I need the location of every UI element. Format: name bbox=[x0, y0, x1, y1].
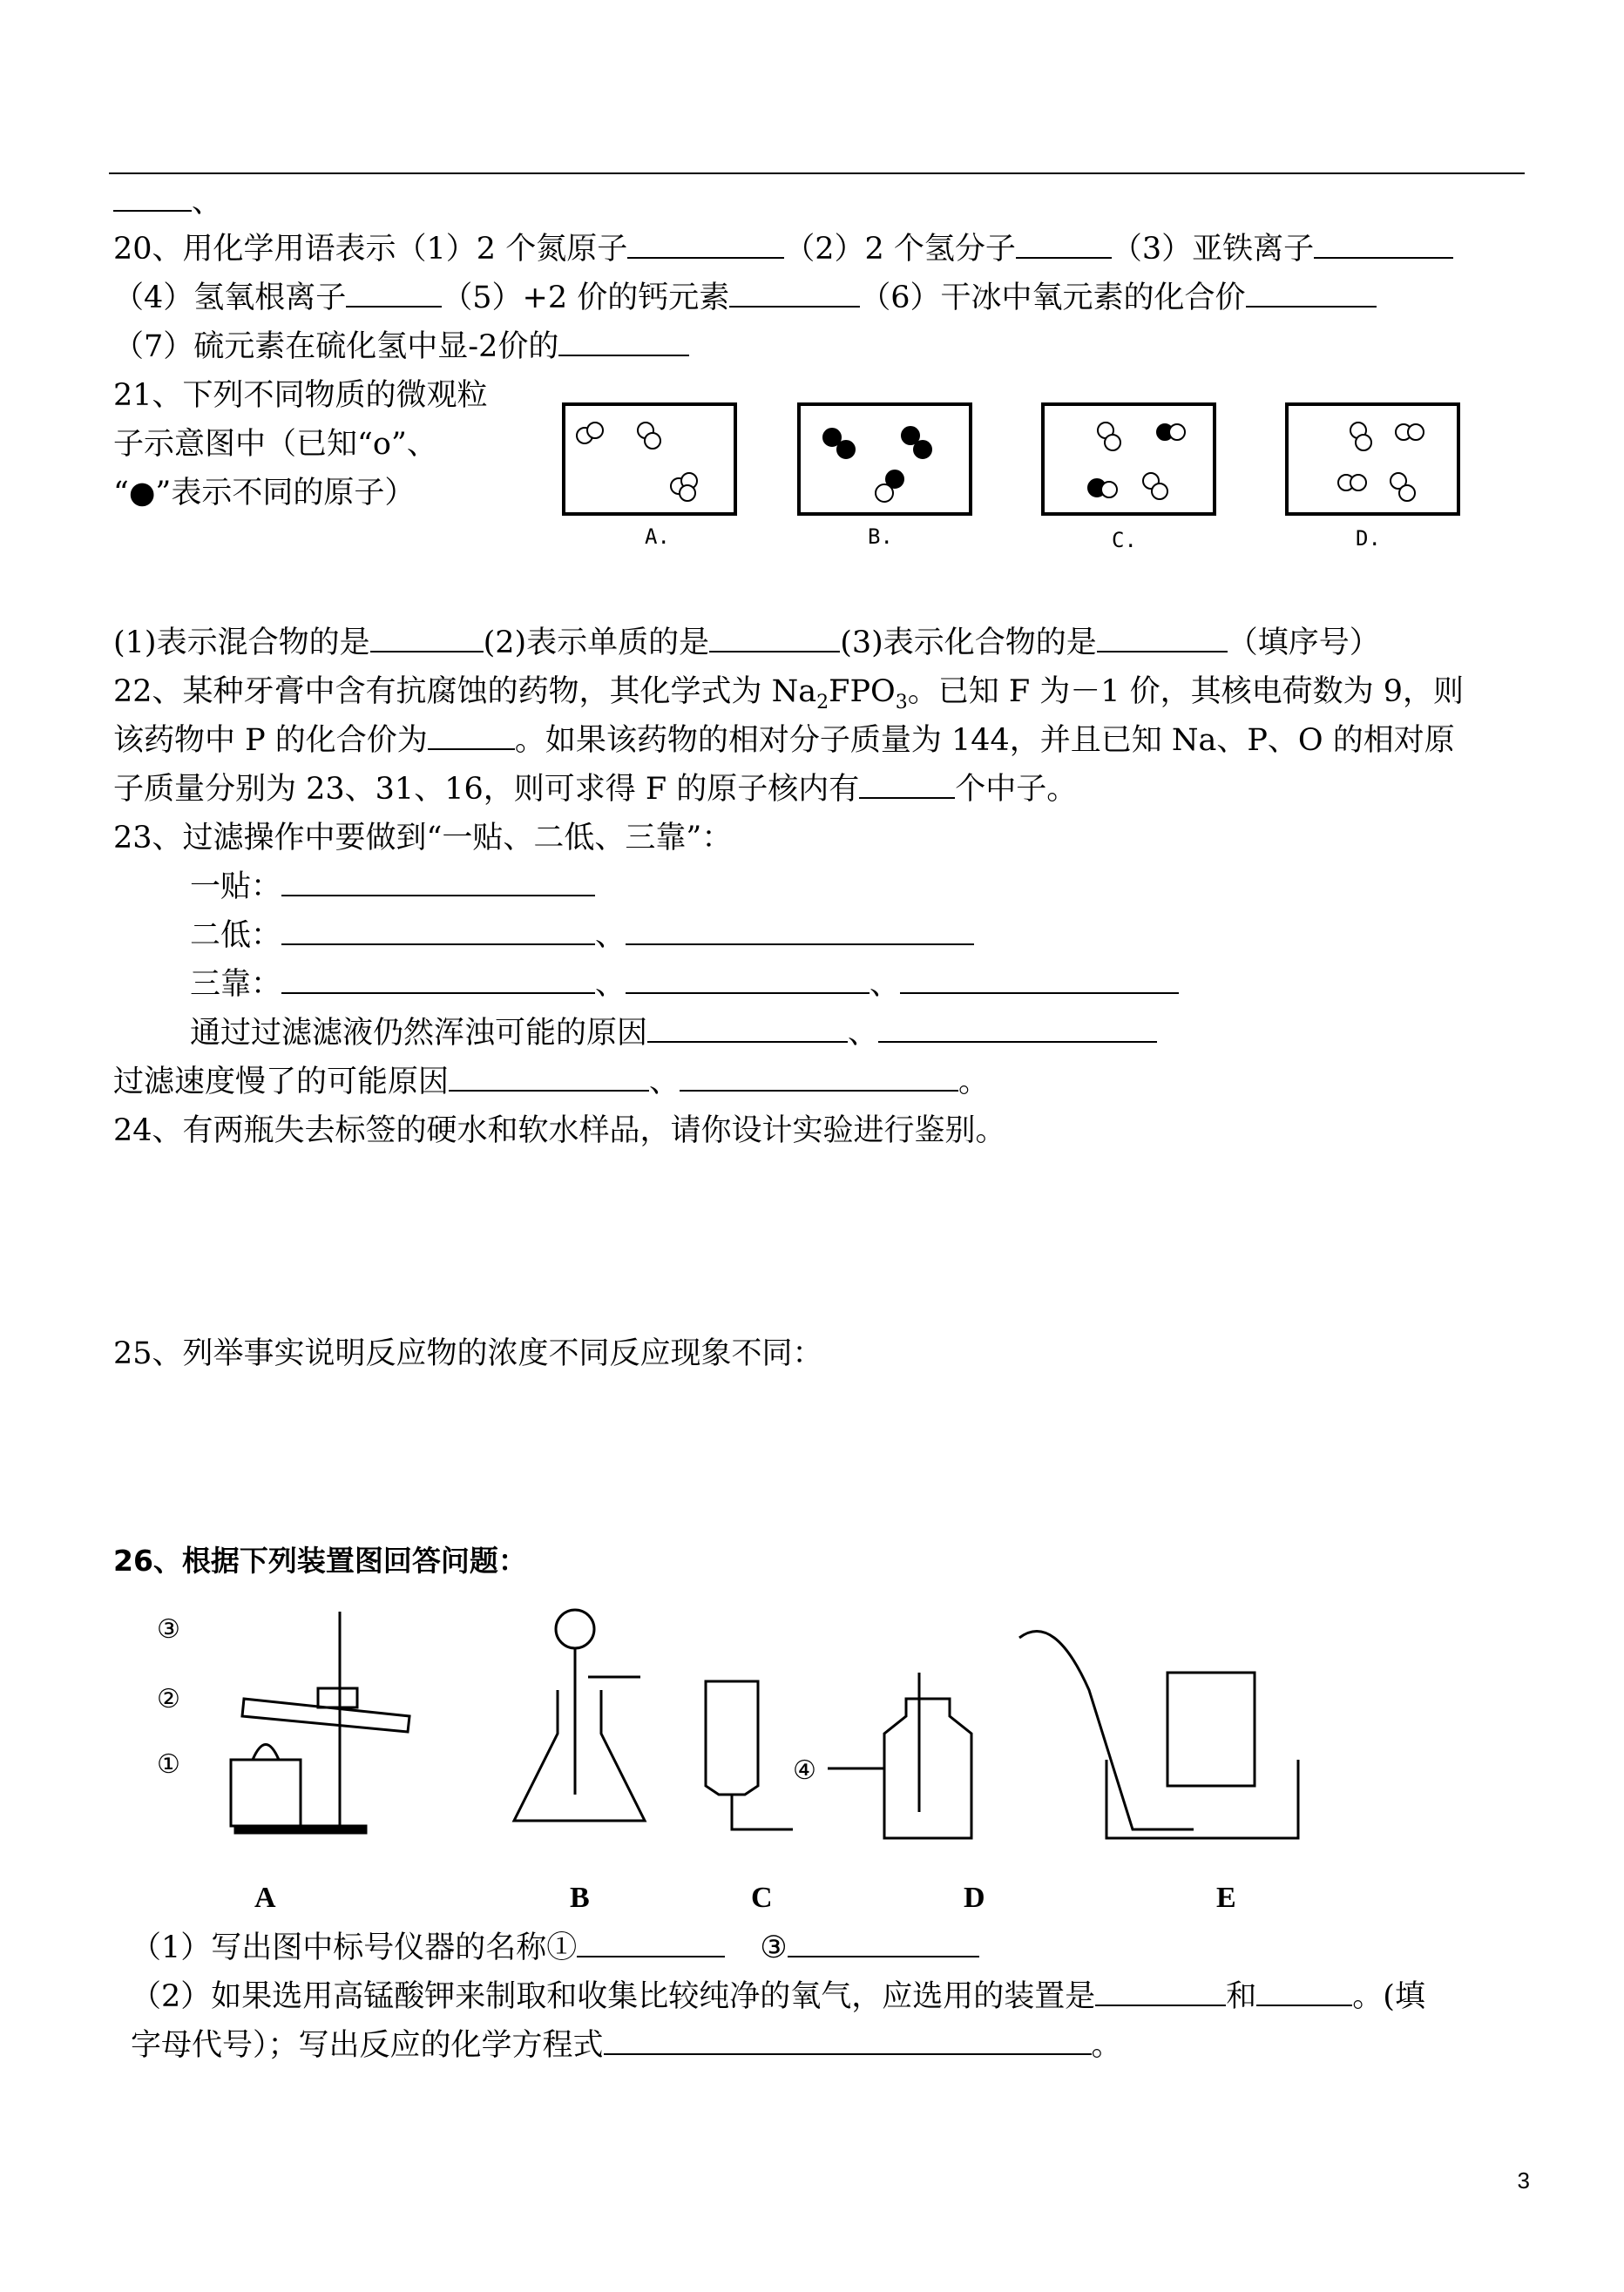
gas-bottle-d bbox=[884, 1699, 971, 1838]
apparatus-label-a: A bbox=[254, 1882, 276, 1914]
answer-blank[interactable] bbox=[788, 1930, 979, 1957]
answer-blank[interactable] bbox=[1095, 1978, 1226, 2006]
answer-blank[interactable] bbox=[626, 966, 870, 994]
tube-c bbox=[732, 1795, 793, 1829]
gas-bottle-c bbox=[706, 1681, 758, 1795]
marker-3: ③ bbox=[157, 1615, 180, 1644]
conical-flask bbox=[514, 1690, 645, 1821]
water-trough bbox=[1106, 1760, 1298, 1838]
marker-2: ② bbox=[157, 1685, 180, 1714]
q23-slow: 过滤速度慢了的可能原因 、 。 bbox=[113, 1065, 990, 1099]
answer-blank[interactable] bbox=[1016, 231, 1112, 259]
q26-title: 26、根据下列装置图回答问题： bbox=[113, 1544, 527, 1578]
q24-text: 24、有两瓶失去标签的硬水和软水样品，请你设计实验进行鉴别。 bbox=[113, 1113, 1006, 1148]
answer-blank[interactable] bbox=[626, 917, 974, 945]
q20-line1: 20、用化学用语表示（1）2 个氮原子 （2）2 个氢分子 （3）亚铁离子 bbox=[113, 228, 1453, 270]
q23-turbid: 通过过滤滤液仍然浑浊可能的原因 、 bbox=[190, 1012, 1157, 1054]
molecule-label-d: D. bbox=[1356, 526, 1381, 551]
q20-line2: （4）氢氧根离子 （5）+2 价的钙元素 （6）干冰中氧元素的化合价 bbox=[113, 277, 1377, 319]
answer-blank[interactable] bbox=[1314, 231, 1453, 259]
q21-text1: 21、下列不同物质的微观粒 bbox=[113, 378, 488, 413]
q22-line3: 子质量分别为 23、31、16，则可求得 F 的原子核内有 个中子。 bbox=[113, 772, 1078, 807]
apparatus-diagram bbox=[148, 1585, 1316, 1864]
apparatus-label-c: C bbox=[751, 1882, 773, 1914]
molecule-diagram-c bbox=[1045, 406, 1213, 512]
answer-blank[interactable] bbox=[1246, 280, 1377, 308]
q22-line1: 22、某种牙膏中含有抗腐蚀的药物，其化学式为 $Na_2FPO_3$。已知 F 为－1 价，其核电荷数为 9，则 bbox=[113, 674, 1465, 713]
answer-blank[interactable] bbox=[709, 625, 840, 652]
answer-blank[interactable] bbox=[729, 280, 860, 308]
apparatus-label-b: B bbox=[570, 1882, 590, 1914]
answer-blank[interactable] bbox=[859, 771, 955, 799]
answer-blank[interactable] bbox=[878, 1015, 1157, 1043]
answer-blank[interactable] bbox=[627, 231, 784, 259]
answer-blank[interactable] bbox=[604, 2027, 1092, 2055]
answer-blank[interactable] bbox=[1097, 625, 1228, 652]
answer-blank[interactable] bbox=[680, 1064, 958, 1092]
molecule-label-c: C. bbox=[1112, 528, 1137, 552]
answer-blank[interactable] bbox=[113, 184, 192, 212]
molecule-diagram-b bbox=[801, 406, 969, 512]
q26-answer1: （1）写出图中标号仪器的名称① ③ bbox=[131, 1927, 979, 1969]
marker-1: ① bbox=[157, 1750, 180, 1779]
answer-blank[interactable] bbox=[449, 1064, 649, 1092]
page-number: 3 bbox=[1517, 2167, 1530, 2194]
marker-4: ④ bbox=[793, 1756, 816, 1785]
funnel-bulb bbox=[556, 1610, 594, 1648]
clamp bbox=[318, 1688, 357, 1707]
q23-erdi: 二低： 、 bbox=[190, 915, 974, 957]
answer-blank[interactable] bbox=[281, 966, 595, 994]
apparatus-label-d: D bbox=[964, 1882, 985, 1914]
q23-yitie: 一贴： bbox=[190, 866, 595, 908]
molecule-diagram-d bbox=[1289, 406, 1457, 512]
q23-sankao: 三靠： 、 、 bbox=[190, 963, 1179, 1005]
answer-blank[interactable] bbox=[370, 625, 484, 652]
molecule-label-b: B. bbox=[868, 524, 893, 549]
molecule-label-a: A. bbox=[645, 524, 670, 549]
q23-title: 23、过滤操作中要做到“一贴、二低、三靠”： bbox=[113, 821, 733, 855]
answer-blank[interactable] bbox=[647, 1015, 848, 1043]
molecule-box-a bbox=[562, 402, 737, 516]
q25-text: 25、列举事实说明反应物的浓度不同反应现象不同： bbox=[113, 1336, 823, 1371]
answer-blank[interactable] bbox=[281, 869, 595, 896]
alcohol-lamp bbox=[231, 1760, 301, 1826]
q21-text2: 子示意图中（已知“o”、 bbox=[113, 427, 437, 462]
q26-answer2-line2: 字母代号）；写出反应的化学方程式 。 bbox=[131, 2028, 1122, 2063]
q22-line2: 该药物中 P 的化合价为 。如果该药物的相对分子质量为 144，并且已知 Na、P、O 的相对原 bbox=[113, 723, 1455, 758]
apparatus-label-e: E bbox=[1216, 1882, 1236, 1914]
answer-blank[interactable] bbox=[558, 328, 689, 356]
molecule-box-c bbox=[1041, 402, 1216, 516]
collection-bottle bbox=[1167, 1673, 1255, 1786]
q20-line3: （7）硫元素在硫化氢中显-2价的 bbox=[113, 326, 689, 368]
q21-text3: “●”表示不同的原子） bbox=[113, 476, 416, 510]
q26-answer2: （2）如果选用高锰酸钾来制取和收集比较纯净的氧气，应选用的装置是 和 。(填 bbox=[131, 1979, 1425, 2014]
answer-blank[interactable] bbox=[281, 917, 595, 945]
answer-blank[interactable] bbox=[1256, 1978, 1352, 2006]
molecule-box-d bbox=[1285, 402, 1460, 516]
q19-tail: 、 bbox=[113, 181, 222, 223]
test-tube bbox=[242, 1699, 409, 1732]
answer-blank[interactable] bbox=[900, 966, 1179, 994]
lamp-flame bbox=[253, 1745, 279, 1761]
answer-blank[interactable] bbox=[577, 1930, 725, 1957]
answer-blank[interactable] bbox=[428, 722, 515, 750]
q21-answers: (1)表示混合物的是 (2)表示单质的是 (3)表示化合物的是 （填序号） bbox=[113, 625, 1380, 660]
answer-blank[interactable] bbox=[346, 280, 442, 308]
molecule-diagram-a bbox=[565, 406, 734, 512]
molecule-box-b bbox=[797, 402, 972, 516]
header-rule bbox=[109, 172, 1525, 174]
